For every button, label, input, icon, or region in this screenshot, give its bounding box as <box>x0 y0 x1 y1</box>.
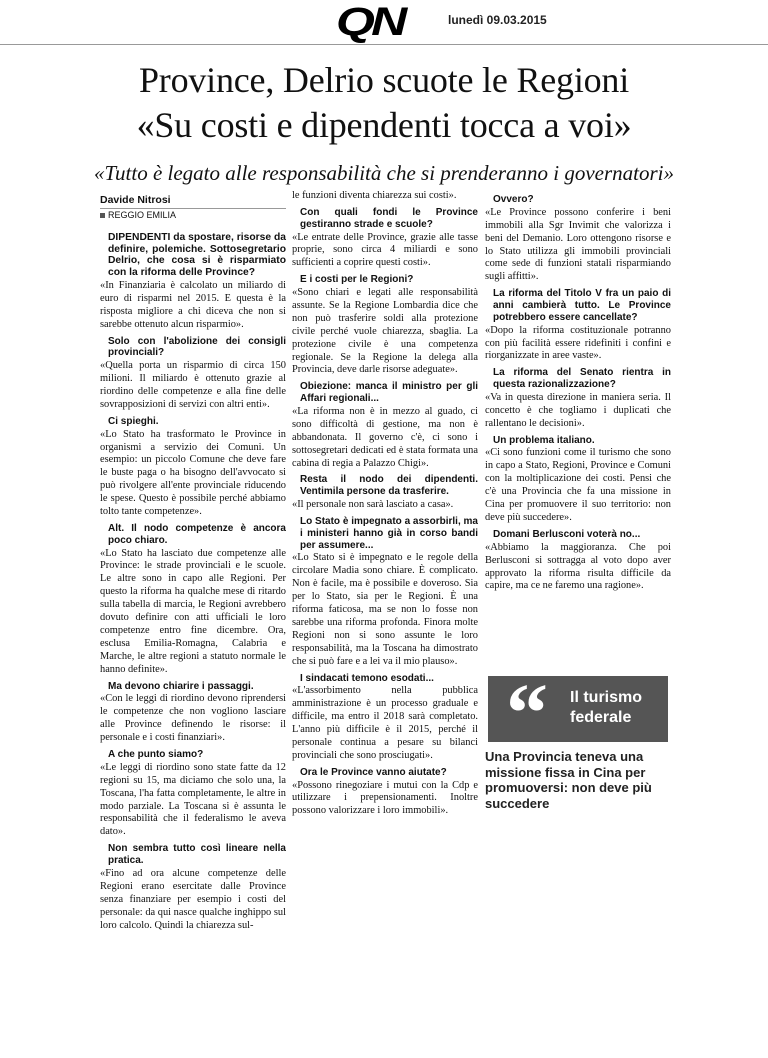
quote-icon: “ <box>506 667 548 760</box>
interview-answer: «Le entrate delle Province, grazie alle tasse proprie, sono circa 4 miliardi e sono sufficienti a coprire questi costi». <box>292 231 478 269</box>
column-body <box>292 190 478 818</box>
interview-answer: «Va in questa direzione in maniera seria. Il concetto è che togliamo i duplicati che rallentano le decisioni». <box>485 391 671 429</box>
interview-answer: «Lo Stato ha trasformato le Province in organismi a servizio dei Comuni. Un esempio: un piccolo Comune che deve fare le buste paga o ha bisogno dell'avvocato si può rivolgere all'ente provinciale riducendo le spese. Questo è possibile perché abbiamo tolto tante competenze». <box>100 428 286 518</box>
interview-answer: «Fino ad ora alcune competenze delle Regioni erano esercitate dalle Province senza finanziare per esempio i costi del personale: da qui nasce qualche inghippo sul loro calcolo. Quindi la chiarezza sul- <box>100 867 286 931</box>
interview-answer: le funzioni diventa chiarezza sui costi». <box>292 190 457 201</box>
interview-answer: «La riforma non è in mezzo al guado, ci sono difficoltà di gestione, ma non è abbandonata. Il governo c'è, ci sono i sottosegretari dedicati ed è stata formata una cabina di regia a Palazzo Chigi». <box>292 405 478 469</box>
interview-answer: «Lo Stato ha lasciato due competenze alle Province: le strade provinciali e le scuole. Le altre sono in capo alle Regioni. Per questo la riforma ha qualche mese di ritardo sulla tabella di marcia, le Regioni avrebbero dovuto definire con atti ufficiali le loro competenze entro fine dicembre. Ora, esclusa Emilia-Romagna, Calabria e Marche, le altre regioni a statuto normale le hanno definite». <box>100 547 286 675</box>
headline-line-2: «Su costi e dipendenti tocca a voi» <box>136 105 632 145</box>
interview-answer: «Ci sono funzioni come il turismo che sono in capo a Stato, Regioni, Province e Comuni con la moltiplicazione dei costi. Pensi che c'è una Provincia che fa una missione in Cina per promuovere il suo territorio: non deve più succedere». <box>485 447 671 523</box>
interview-answer: «Quella porta un risparmio di circa 150 milioni. Il miliardo è ottenuto grazie al riordino delle competenze e alla fine delle sovrapposizioni di servizi con altri enti». <box>100 360 286 410</box>
article-column-1 <box>100 194 286 932</box>
interview-question: I sindacati temono esodati... <box>300 672 434 684</box>
highlight-box <box>488 667 668 760</box>
interview-question: Un problema italiano. <box>493 434 595 446</box>
interview-question: Ovvero? <box>493 194 534 205</box>
dateline-place: REGGIO EMILIA <box>100 209 286 222</box>
issue-date: lunedì 09.03.2015 <box>448 13 547 27</box>
interview-question: La riforma del Titolo V fra un paio di anni cambierà tutto. Le Province potrebbero essere cancellate? <box>493 288 671 323</box>
interview-question: Ora le Province vanno aiutate? <box>300 766 447 778</box>
interview-question: Alt. Il nodo competenze è ancora poco chiaro. <box>108 522 286 546</box>
interview-answer: «Le leggi di riordino sono state fatte da 12 regioni su 15, ma diciamo che solo una, la Toscana, l'ha fatta completamente, le altre in modo parziale. La Toscana si è assunta le responsabilità che il federalismo le aveva dato». <box>100 761 286 838</box>
interview-question: Non sembra tutto così lineare nella pratica. <box>108 843 286 867</box>
author-name: Davide Nitrosi <box>100 194 286 209</box>
interview-answer: «Il personale non sarà lasciato a casa». <box>292 499 454 511</box>
interview-answer: «Lo Stato si è impegnato e le regole della circolare Madia sono chiare. È complicato. Non è facile, ma è possibile e doveroso. Sia per lo Stato, sia per le Regioni. È una riforma faticosa, ma se non lo fosse non sarebbe una riforma profonda. Finora molte Regioni non si sono assunte le loro responsabilità, ma la Toscana ha dimostrato che si può fare e a lei va il mio plauso». <box>292 552 478 667</box>
masthead <box>0 0 768 44</box>
article-column-2 <box>292 190 478 818</box>
interview-answer: «In Finanziaria è calcolato un miliardo di euro di risparmi nel 2015. E questa è la risposta migliore a chi diceva che non si sarebbe ottenuto alcun risparmio». <box>100 280 286 330</box>
interview-answer: «Possono rinegoziare i mutui con la Cdp e utilizzare i prepensionamenti. Inoltre possono valorizzare i loro immobili». <box>292 779 478 817</box>
interview-answer: «Dopo la riforma costituzionale potranno con più facilità essere ridefiniti i confini e riorganizzate in aree vaste». <box>485 324 671 362</box>
interview-question: Obiezione: manca il ministro per gli Affari regionali... <box>300 381 478 405</box>
interview-question: Con quali fondi le Province gestiranno strade e scuole? <box>300 206 478 230</box>
interview-question: A che punto siamo? <box>108 749 204 761</box>
subheadline: «Tutto è legato alle responsabilità che si prenderanno i governatori» <box>94 161 674 185</box>
lead-question: DIPENDENTI da spostare, risorse da definire, polemiche. Sottosegretario Delrio, che cosa si è risparmiato con la riforma delle Province? <box>108 231 286 279</box>
column-body <box>485 194 671 593</box>
headline-line-1: Province, Delrio scuote le Regioni <box>138 60 630 100</box>
interview-answer: «L'assorbimento nella pubblica amministrazione è un processo graduale e difficile, ma entro il 2018 sarà completato. L'anno più difficile è il 2015, perché il personale continua a pesare su bilanci provinciali che sono prosciugati». <box>292 685 478 761</box>
column-body <box>100 280 286 932</box>
article-column-3 <box>485 190 671 593</box>
interview-answer: «Con le leggi di riordino devono riprendersi le competenze che non vogliono lasciare alle Province definendo le risorse: il personale e i costi finanziari». <box>100 693 286 744</box>
interview-question: Ci spieghi. <box>108 415 159 427</box>
divider <box>0 44 768 45</box>
box-title: Il turismo federale <box>570 689 643 726</box>
interview-answer: «Abbiamo la maggioranza. Che poi Berlusconi si sottragga al voto dopo aver approvato la riforma risulta difficile da capire, ma ce ne faremo una ragione». <box>485 541 671 592</box>
interview-question: E i costi per le Regioni? <box>300 274 414 286</box>
interview-answer: «Le Province possono conferire i beni immobili alla Sgr Invimit che valorizza i beni del Demanio. Loro ottengono risorse e lo Stato utilizza gli immobili provinciali come sede di funzioni statali risparmiando sugli affitti». <box>485 206 671 283</box>
interview-question: La riforma del Senato rientra in questa razionalizzazione? <box>493 367 671 391</box>
interview-question: Ma devono chiarire i passaggi. <box>108 680 254 692</box>
interview-question: Resta il nodo dei dipendenti. Ventimila persone da trasferire. <box>300 474 478 498</box>
interview-question: Solo con l'abolizione dei consigli provinciali? <box>108 335 286 359</box>
interview-answer: «Sono chiari e legati alle responsabilità assunte. Se la Regione Lombardia dice che non può trasferire soldi alla protezione civile perché vuole chiarezza, sbaglia. La protezione civile è una competenza regionale. Se la Regione la delega alla Provincia, deve darle risorse adeguate». <box>292 287 478 376</box>
newspaper-logo: QN <box>336 0 404 44</box>
interview-question: Lo Stato è impegnato a assorbirli, ma i ministeri hanno già in corso bandi per assumere... <box>300 515 478 551</box>
pull-quote: Una Provincia teneva una missione fissa in Cina per promuoversi: non deve più succedere <box>485 749 652 811</box>
interview-question: Domani Berlusconi voterà no... <box>493 528 641 540</box>
